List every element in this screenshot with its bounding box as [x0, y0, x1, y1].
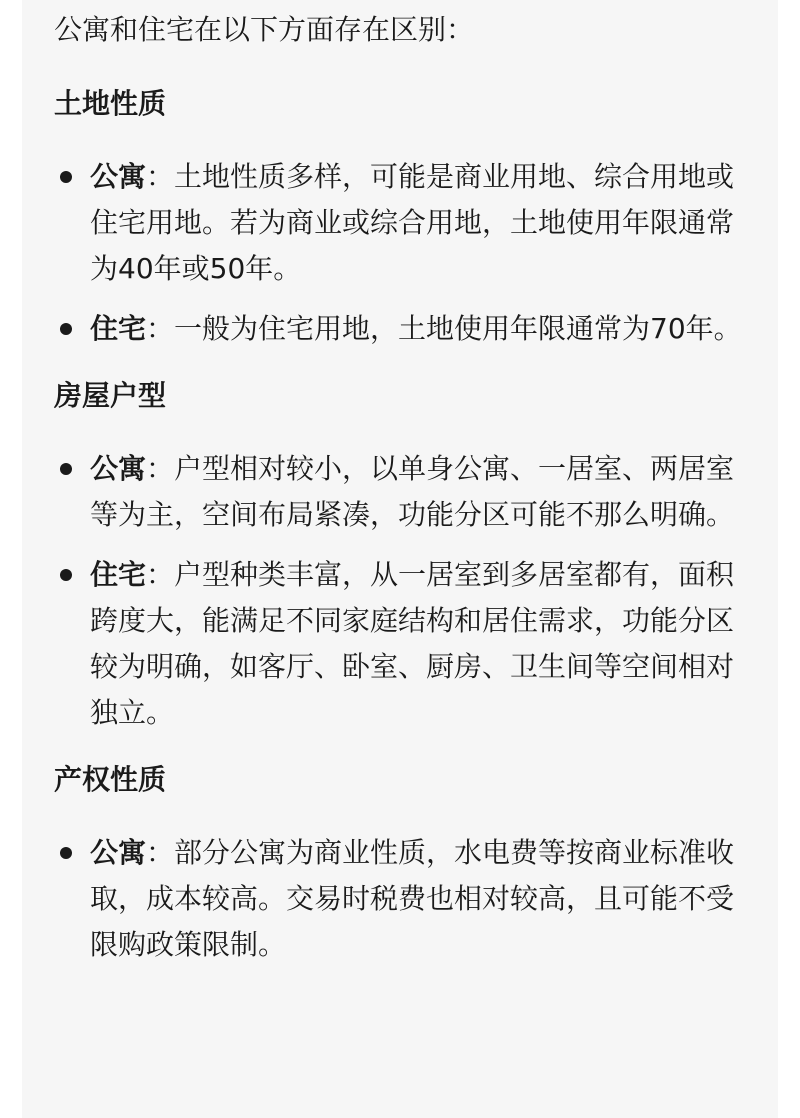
item-separator: ：	[146, 312, 175, 345]
bullet-icon	[60, 323, 72, 335]
list-item	[54, 154, 750, 292]
item-term: 住宅	[90, 558, 147, 591]
item-text: 户型种类丰富，从一居室到多居室都有，面积跨度大，能满足不同家庭结构和居住需求，功能分区较为明确，如客厅、卧室、厨房、卫生间等空间相对独立。	[90, 558, 735, 729]
list-item	[54, 552, 750, 736]
bullet-list	[54, 830, 750, 968]
item-separator: ：	[146, 836, 175, 869]
section-heading: 土地性质	[54, 87, 167, 120]
item-separator: ：	[146, 160, 175, 193]
item-separator: ：	[146, 558, 175, 591]
section-property-rights	[54, 758, 750, 968]
item-text: 土地性质多样，可能是商业用地、综合用地或住宅用地。若为商业或综合用地，土地使用年限通常为40年或50年。	[90, 160, 735, 285]
bullet-icon	[60, 569, 72, 581]
bullet-icon	[60, 847, 72, 859]
section-layout	[54, 374, 750, 736]
item-term: 公寓	[90, 160, 147, 193]
section-heading: 房屋户型	[54, 379, 167, 412]
item-term: 公寓	[90, 452, 147, 485]
list-item	[54, 830, 750, 968]
bullet-icon	[60, 171, 72, 183]
content-card	[22, 0, 778, 1118]
item-separator: ：	[146, 452, 175, 485]
list-item	[54, 306, 750, 352]
section-heading: 产权性质	[54, 763, 167, 796]
bullet-list	[54, 154, 750, 352]
intro-text: 公寓和住宅在以下方面存在区别：	[54, 13, 475, 46]
item-text: 户型相对较小，以单身公寓、一居室、两居室等为主，空间布局紧凑，功能分区可能不那么明确。	[90, 452, 735, 531]
bullet-icon	[60, 463, 72, 475]
item-term: 公寓	[90, 836, 147, 869]
list-item	[54, 446, 750, 538]
item-text: 部分公寓为商业性质，水电费等按商业标准收取，成本较高。交易时税费也相对较高，且可能不受限购政策限制。	[90, 836, 735, 961]
item-text: 一般为住宅用地，土地使用年限通常为70年。	[174, 312, 742, 345]
bullet-list	[54, 446, 750, 736]
section-land	[54, 82, 750, 352]
item-term: 住宅	[90, 312, 147, 345]
